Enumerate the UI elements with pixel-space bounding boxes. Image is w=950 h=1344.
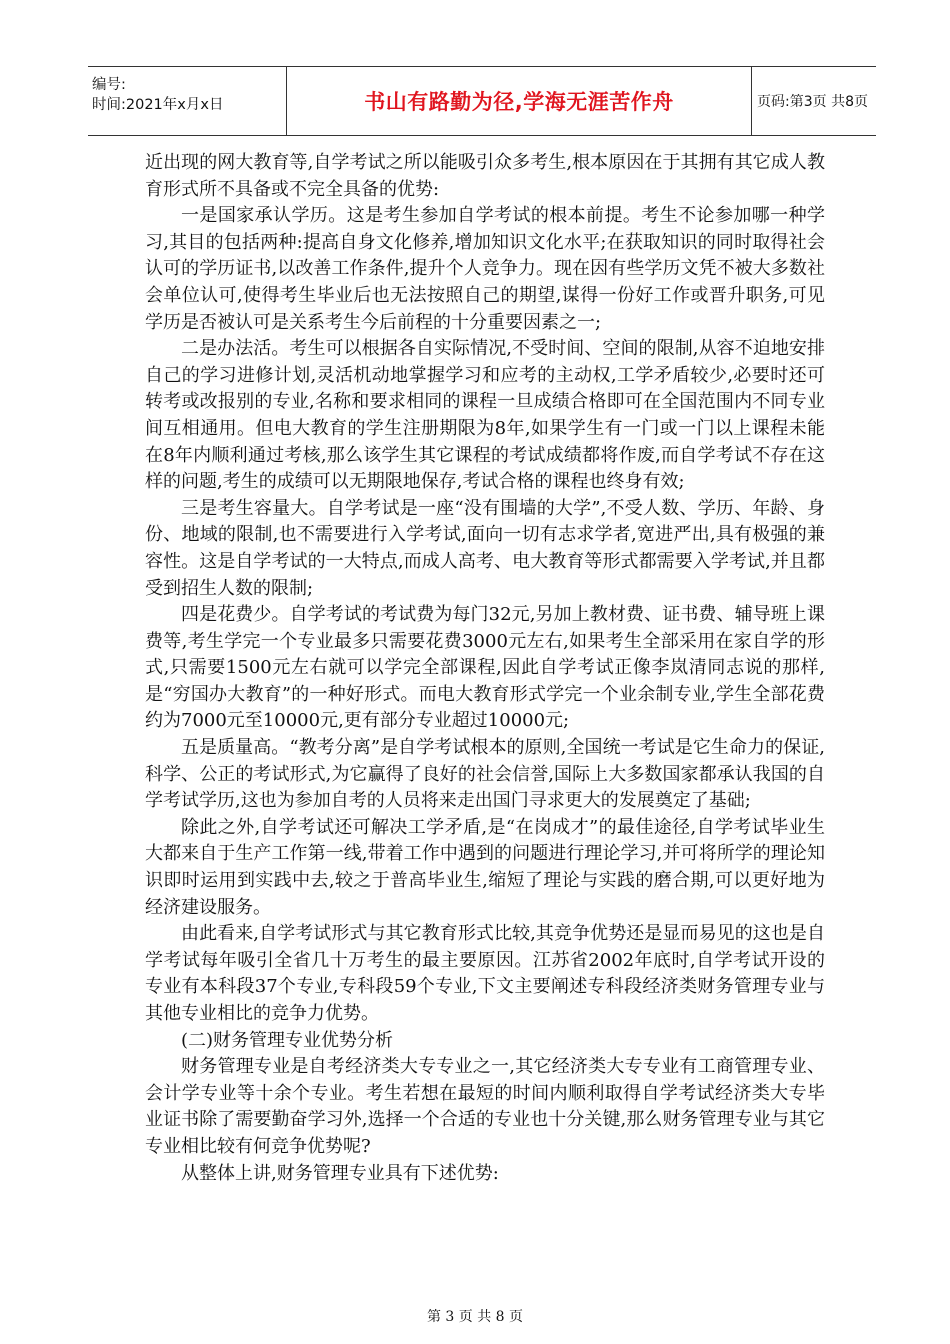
paragraph: 除此之外,自学考试还可解决工学矛盾,是“在岗成才”的最佳途径,自学考试毕业生大都来自于生产工作第一线,带着工作中遇到的问题进行理论学习,并可将所学的理论知识即时运用到实践中去,较之于普高毕业生,缩短了理论与实践的磨合期,可以更好地为经济建设服务。 <box>145 816 825 918</box>
paragraph: 从整体上讲,财务管理专业具有下述优势: <box>181 1162 499 1184</box>
document-time-label: 时间:2021年x月x日 <box>92 97 224 113</box>
header-left-cell <box>88 67 286 135</box>
document-number-label: 编号: <box>92 77 126 93</box>
paragraph: 财务管理专业是自考经济类大专专业之一,其它经济类大专专业有工商管理专业、会计学专业等十余个专业。考生若想在最短的时间内顺利取得自学考试经济类大专毕业证书除了需要勤奋学习外,选择一个合适的专业也十分关键,那么财务管理专业与其它专业相比较有何竞争优势呢? <box>145 1056 825 1157</box>
header-page-info: 页码:第3页 共8页 <box>757 94 868 110</box>
page-footer: 第 3 页 共 8 页 <box>426 1309 524 1325</box>
paragraph: 近出现的网大教育等,自学考试之所以能吸引众多考生,根本原因在于其拥有其它成人教育形式所不具备或不完全具备的优势: <box>145 152 825 200</box>
paragraph: 二是办法活。考生可以根据各自实际情况,不受时间、空间的限制,从容不迫地安排自己的学习进修计划,灵活机动地掌握学习和应考的主动权,工学矛盾较少,必要时还可转考或改报别的专业,名称和要求相同的课程一旦成绩合格即可在全国范围内不同专业间互相通用。但电大教育的学生注册期限为8年,如果学生有一门或一门以上课程未能在8年内顺利通过考核,那么该学生其它课程的考试成绩都将作废,而自学考试不存在这样的问题,考生的成绩可以无期限地保存,考试合格的课程也终身有效; <box>145 338 825 493</box>
document-body <box>145 150 825 1187</box>
header-page-cell <box>751 67 876 135</box>
paragraph: 四是花费少。自学考试的考试费为每门32元,另加上教材费、证书费、辅导班上课费等,考生学完一个专业最多只需要花费3000元左右,如果考生全部采用在家自学的形式,只需要1500元左右就可以学完全部课程,因此自学考试正像李岚清同志说的那样,是“穷国办大教育”的一种好形式。而电大教育形式学完一个业余制专业,学生全部花费约为7000元至10000元,更有部分专业超过10000元; <box>145 604 825 732</box>
header-motto-cell <box>286 67 752 135</box>
paragraph: 一是国家承认学历。这是考生参加自学考试的根本前提。考生不论参加哪一种学习,其目的包括两种:提高自身文化修养,增加知识文化水平;在获取知识的同时取得社会认可的学历证书,以改善工作条件,提升个人竞争力。现在因有些学历文凭不被大多数社会单位认可,使得考生毕业后也无法按照自己的期望,谋得一份好工作或晋升职务,可见学历是否被认可是关系考生今后前程的十分重要因素之一; <box>145 205 825 333</box>
header-motto: 书山有路勤为径,学海无涯苦作舟 <box>364 90 674 114</box>
page-header <box>88 66 876 136</box>
paragraph: 由此看来,自学考试形式与其它教育形式比较,其竞争优势还是显而易见的这也是自学考试每年吸引全省几十万考生的最主要原因。江苏省2002年底时,自学考试开设的专业有本科段37个专业,专科段59个专业,下文主要阐述专科段经济类财务管理专业与其他专业相比的竞争力优势。 <box>145 923 825 1024</box>
paragraph: 五是质量高。“教考分离”是自学考试根本的原则,全国统一考试是它生命力的保证,科学、公正的考试形式,为它赢得了良好的社会信誉,国际上大多数国家都承认我国的自学考试学历,这也为参加自考的人员将来走出国门寻求更大的发展奠定了基础; <box>145 737 825 812</box>
paragraph: 三是考生容量大。自学考试是一座“没有围墙的大学”,不受人数、学历、年龄、身份、地域的限制,也不需要进行入学考试,面向一切有志求学者,宽进严出,具有极强的兼容性。这是自学考试的一大特点,而成人高考、电大教育等形式都需要入学考试,并且都受到招生人数的限制; <box>145 497 825 599</box>
section-heading: (二)财务管理专业优势分析 <box>181 1029 394 1051</box>
